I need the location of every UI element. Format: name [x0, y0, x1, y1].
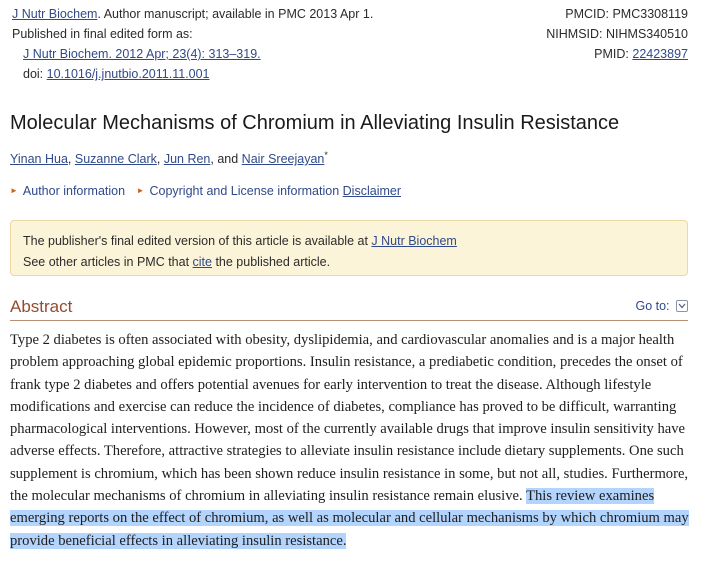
citation-row-1 [12, 4, 688, 24]
notice-text: the published article. [211, 255, 331, 269]
pmcid: PMCID: PMC3308119 [565, 7, 688, 21]
corresponding-author-mark: * [324, 150, 328, 160]
notice-text: See other articles in PMC that [23, 255, 193, 269]
goto-label: Go to: [635, 299, 670, 313]
chevron-down-icon[interactable] [676, 300, 688, 312]
citation-row-2 [12, 24, 688, 44]
journal-link[interactable]: J Nutr Biochem [12, 7, 98, 21]
citation-link[interactable]: J Nutr Biochem. 2012 Apr; 23(4): 313–319. [23, 47, 261, 61]
publisher-notice-box [10, 220, 688, 276]
nihmsid: NIHMSID: NIHMS340510 [546, 27, 688, 41]
manuscript-note: . Author manuscript; available in PMC 2013 Apr 1. [97, 7, 374, 21]
copyright-license-toggle[interactable]: Copyright and License information [149, 184, 340, 198]
abstract-heading: Abstract [10, 297, 73, 316]
doi-label: doi: [23, 67, 47, 81]
pmid-link[interactable]: 22423897 [632, 47, 688, 61]
author-separator: , and [210, 152, 242, 167]
citation-row-4 [12, 64, 688, 84]
pmid-label: PMID: [594, 47, 633, 61]
abstract-body: Type 2 diabetes is often associated with obesity, dyslipidemia, and cardiovascular anomalies and is a major health problem approaching global epidemic proportions. Insulin resistance, a prediabetic condition, precedes the onset of frank type 2 diabetes and offers potential avenues for early intervention to treat the disease. Although lifestyle modifications and exercise can reduce the incidence of diabetes, compliance has proved to be difficult, warranting pharmacological interventions. However, most of the currently available drugs that improve insulin sensitivity have adverse effects. Therefore, attractive strategies to alleviate insulin resistance include dietary supplements. One such supplement is chromium, which has been shown reduce insulin resistance in some, but not all, studies. Furthermore, the molecular mechanisms of chromium in alleviating insulin resistance remain elusive. [10, 332, 689, 505]
author-link[interactable]: Nair Sreejayan [241, 152, 325, 167]
publisher-journal-link[interactable]: J Nutr Biochem [371, 234, 457, 248]
citation-header [12, 4, 688, 84]
author-information-toggle[interactable]: Author information [22, 184, 126, 198]
author-separator: , [156, 152, 164, 167]
abstract-section-header [10, 296, 688, 321]
notice-line-1 [23, 231, 675, 252]
selected-text-highlight: This review examines emerging reports on the effect of chromium, as well as molecular and cellular mechanisms by which chromium may provide beneficial effects in alleviating insulin resistance. [10, 488, 689, 549]
article-title: Molecular Mechanisms of Chromium in Alleviating Insulin Resistance [10, 112, 620, 134]
pmid [594, 44, 688, 64]
author-list [10, 150, 328, 166]
cite-link[interactable]: cite [192, 255, 212, 269]
citation-row-3 [12, 44, 688, 64]
author-link[interactable]: Yinan Hua [10, 152, 68, 167]
author-separator: , [67, 152, 75, 167]
doi-link[interactable]: 10.1016/j.jnutbio.2011.11.001 [46, 67, 210, 81]
expand-triangle-icon: ► [136, 186, 145, 195]
abstract-text [10, 329, 702, 552]
disclaimer-link[interactable]: Disclaimer [342, 184, 401, 198]
article-info-links [10, 184, 401, 198]
notice-line-2 [23, 252, 675, 273]
notice-text: The publisher's final edited version of this article is available at [23, 234, 372, 248]
expand-triangle-icon: ► [10, 186, 18, 195]
published-in-label: Published in final edited form as: [12, 27, 193, 41]
author-link[interactable]: Jun Ren [163, 152, 211, 167]
goto-menu[interactable] [635, 299, 688, 313]
author-link[interactable]: Suzanne Clark [74, 152, 157, 167]
